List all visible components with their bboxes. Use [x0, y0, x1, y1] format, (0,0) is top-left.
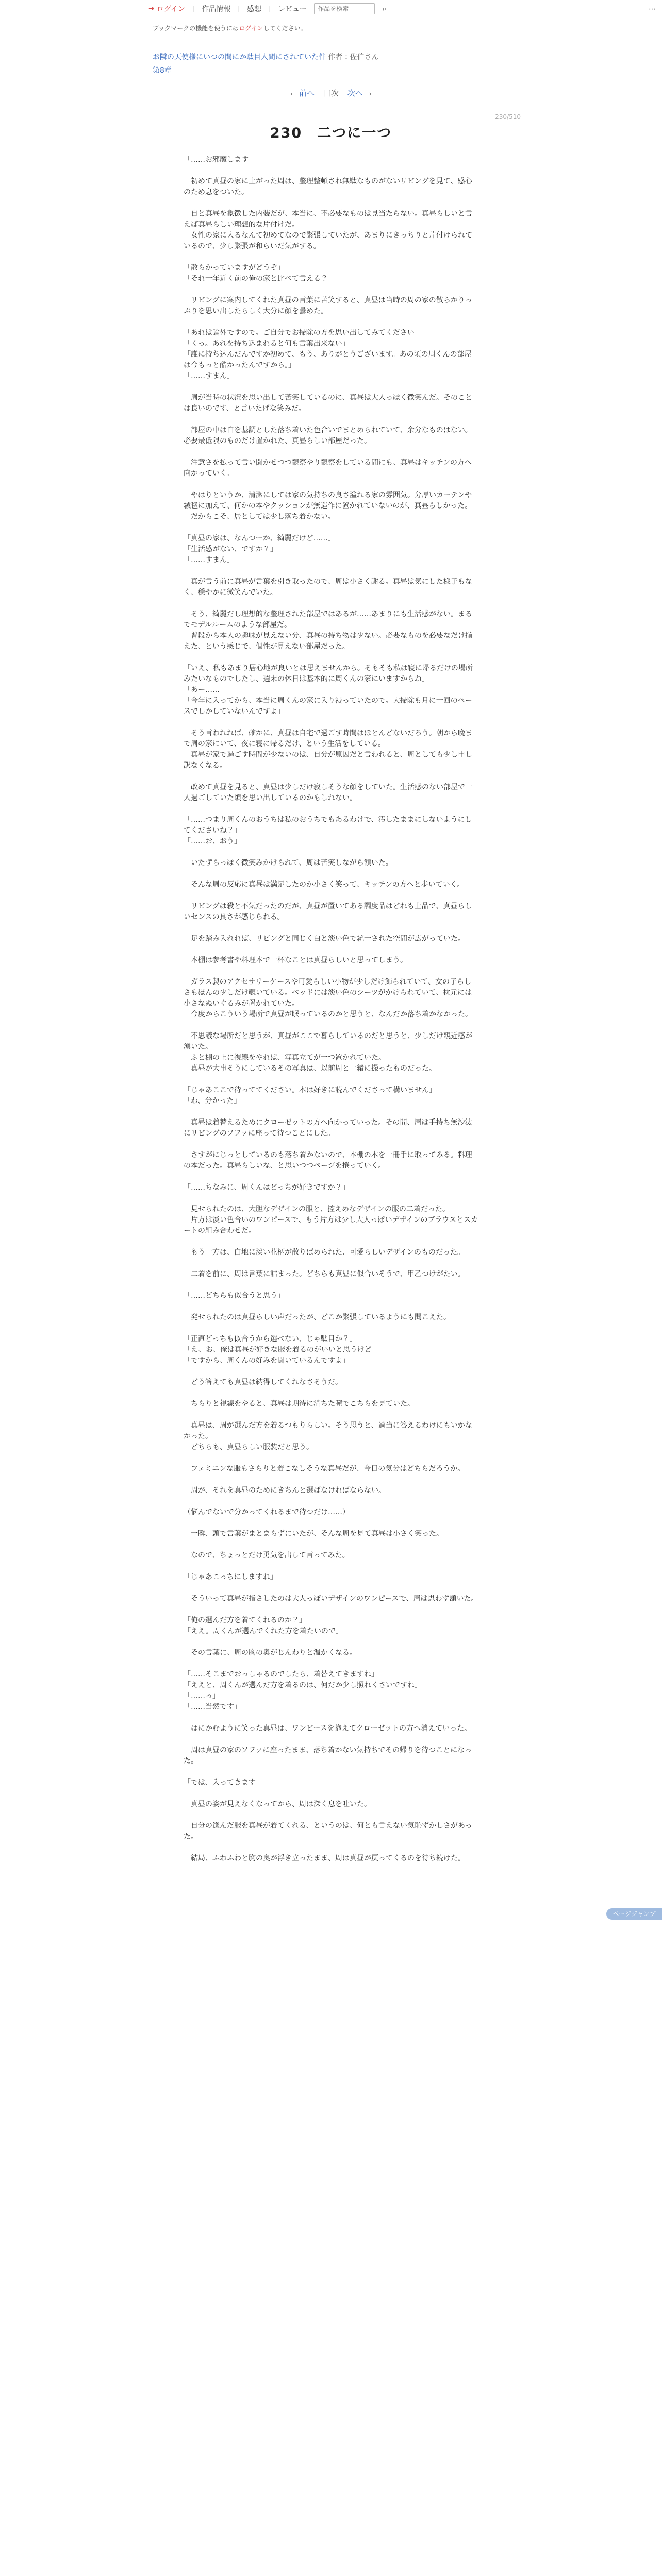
body-line: リビングは殺と不気だったのだが、真昼が置いてある調度品はどれも上品で、真昼らしいセンスの良さが感じられる。: [184, 902, 472, 921]
body-line: 「あれは論外ですので。ご自分でお掃除の方を思い出してみてください」: [184, 329, 422, 337]
login-label: ログイン: [156, 5, 186, 13]
nav-item-impressions[interactable]: 感想: [247, 5, 262, 13]
body-line: 「俺の選んだ方を着てくれるのか？」: [184, 1616, 306, 1624]
body-line: [184, 447, 478, 457]
body-line: ちらりと視線をやると、真昼は期待に満ちた瞳でこちらを見ていた。: [184, 1400, 415, 1408]
body-line: [184, 1410, 478, 1420]
body-line: 足を踏み入れれば、リビングと同じく白と淡い色で統一された空間が広がっていた。: [184, 935, 465, 943]
prev-episode-link[interactable]: 前へ: [299, 89, 315, 98]
body-line: [184, 804, 478, 815]
body-line: 普段から本人の趣味が見えない分、真昼の持ち物は少ない。必要なものを必要なだけ揃えた、という感じで、個性が見えない部屋だった。: [184, 632, 472, 651]
body-line: 部屋の中は白を基調とした落ち着いた色合いでまとめられていて、余分なものはない。必要最低限のものだけ置かれた、真昼らしい部屋だった。: [184, 426, 472, 445]
login-link[interactable]: [148, 4, 185, 14]
body-line: 「散らかっていますがどうぞ」: [184, 264, 285, 272]
next-episode-link[interactable]: 次へ: [347, 89, 363, 98]
body-line: [184, 1658, 478, 1669]
body-line: [184, 890, 478, 901]
body-line: [184, 1453, 478, 1464]
body-line: [184, 522, 478, 533]
body-line: [184, 1842, 478, 1853]
body-line: 「正直どっちも似合うから選べない、じゃ駄目か？」: [184, 1335, 357, 1343]
body-line: [184, 1301, 478, 1312]
body-line: [184, 1258, 478, 1269]
body-line: 「……すまん」: [184, 556, 234, 564]
search-input[interactable]: [314, 3, 375, 14]
novel-author: 作者：佐伯さん: [328, 53, 379, 61]
body-line: ガラス製のアクセサリーケースや可愛らしい小物が少しだけ飾られていて、女の子らしさもほんの少しだけ覗いている。ベッドには淡い色のシーツがかけられていて、枕元には小さなぬいぐるみが置かれていた。: [184, 978, 472, 1008]
body-line: どう答えても真昼は納得してくれなさそうだ。: [184, 1378, 342, 1386]
body-line: [184, 1193, 478, 1204]
body-line: [184, 414, 478, 425]
body-line: [184, 966, 478, 977]
body-line: [184, 1583, 478, 1594]
body-line: 「くっ。あれを持ち込まれると何も言葉出来ない」: [184, 340, 350, 348]
body-line: [184, 198, 478, 209]
body-line: [184, 1496, 478, 1507]
body-line: 自と真昼を象徴した内装だが、本当に、不必要なものは見当たらない。真昼らしいと言えば真昼らしい理想的な片付けだ。: [184, 210, 472, 229]
menu-icon[interactable]: ⋯: [649, 5, 656, 13]
body-line: やはりというか、清潔にしては家の気持ちの良さ溢れる家の雰囲気。分厚いカーテンや絨毯に加えて、何かの本やクッションが無造作に置かれていないのが、真昼らしかった。: [184, 491, 472, 510]
body-line: [184, 165, 478, 176]
episode-title: 230 二つに一つ: [270, 125, 392, 141]
body-line: [184, 479, 478, 490]
body-line: 結局、ふわふわと胸の奥が浮き立ったまま、周は真昼が戻ってくるのを待ち続けた。: [184, 1854, 465, 1862]
body-line: [184, 252, 478, 263]
body-line: [184, 1139, 478, 1150]
body-line: さすがにじっとしているのも落ち着かないので、本棚の本を一冊手に取ってみる。料理の本だった。真昼らしいな、と思いつつページを捲っていく。: [184, 1151, 472, 1170]
body-line: 「誰に持ち込んだんですか初めて、もう、ありがとうございます。あの頃の周くんの部屋は今もっと酷かったんですから。」: [184, 350, 472, 369]
body-line: 見せられたのは、大胆なデザインの服と、控えめなデザインの服の二着だった。: [184, 1205, 450, 1213]
body-line: [184, 1172, 478, 1182]
body-line: 「わ、分かった」: [184, 1097, 241, 1105]
body-line: もう一方は、白地に淡い花柄が散りばめられた、可愛らしいデザインのものだった。: [184, 1248, 465, 1257]
body-line: 「……ちなみに、周くんはどっちが好きですか？」: [184, 1183, 350, 1192]
body-line: [184, 1604, 478, 1615]
login-note-suffix: してください。: [263, 25, 307, 32]
body-line: その言葉に、周の胸の奥がじんわりと温かくなる。: [184, 1649, 357, 1657]
body-line: [184, 1475, 478, 1485]
body-line: 「ですから、周くんの好みを聞いているんですよ」: [184, 1357, 350, 1365]
nav-divider: |: [269, 5, 271, 12]
body-line: そう言われれば、確かに、真昼は自宅で過ごす時間はほとんどないだろう。朝から晩まで周の家にいて、夜に寝に帰るだけ、という生活をしている。: [184, 729, 472, 748]
body-line: 「それ一年近く前の俺の家と比べて言える？」: [184, 275, 335, 283]
body-line: 「……すまん」: [184, 372, 234, 380]
body-line: [184, 284, 478, 295]
body-line: [184, 771, 478, 782]
body-line: [184, 1734, 478, 1745]
body-line: [184, 717, 478, 728]
body-line: 「真昼の家は、なんつーか、綺麗だけど……」: [184, 534, 335, 543]
nav-divider: |: [238, 5, 240, 12]
body-line: 「……お、おう」: [184, 837, 241, 845]
body-line: 「今年に入ってから、本当に周くんの家に入り浸っていたので。大掃除も月に一回のペースでしかしていないんですよ」: [184, 697, 472, 716]
body-line: [184, 1107, 478, 1117]
body-line: 周が当時の状況を思い出して苦笑しているのに、真昼は大人っぽく微笑んだ。そのことは良いのです、と言いたげな笑みだ。: [184, 394, 472, 413]
body-line: [184, 1561, 478, 1572]
body-line: [184, 1074, 478, 1085]
body-line: 周が、それを真昼のためにきちんと選ばなければならない。: [184, 1486, 386, 1495]
body-line: [184, 1236, 478, 1247]
body-line: [184, 923, 478, 934]
body-line: 「……当然です」: [184, 1703, 241, 1711]
body-line: 「……つまり周くんのおうちは私のおうちでもあるわけで、汚したままにしないようにしてくださいね？」: [184, 816, 472, 835]
episode-number: 230/510: [495, 113, 521, 121]
body-line: 「……どちらも似合うと思う」: [184, 1292, 285, 1300]
login-note-link[interactable]: ログイン: [239, 25, 263, 32]
body-line: 真昼は着替えるためにクローゼットの方へ向かっていった。その間、周は手持ち無沙汰にリビングのソファに座って待つことにした。: [184, 1118, 472, 1138]
chevron-left-icon: ‹: [290, 90, 293, 98]
search-icon[interactable]: ⌕: [382, 4, 387, 13]
page-jump-button[interactable]: ページジャンプ: [606, 1908, 662, 1920]
body-line: 周は真昼の家のソファに座ったまま、落ち着かない気持ちでその帰りを待つことになった。: [184, 1746, 472, 1765]
body-line: [184, 1767, 478, 1777]
nav-item-review[interactable]: レビュー: [278, 5, 307, 13]
body-line: 「……お邪魔します」: [184, 156, 256, 164]
body-line: [184, 869, 478, 879]
bookmark-login-note: [153, 24, 307, 32]
nav-divider: |: [192, 5, 195, 12]
body-line: [184, 944, 478, 955]
body-line: [184, 1788, 478, 1799]
body-line: 改めて真昼を見ると、真昼は少しだけ寂しそうな顔をしていた。生活感のない部屋で一人過ごしていた頃を思い出しているのかもしれない。: [184, 783, 472, 802]
body-line: ふと棚の上に視線をやれば、写真立てが一つ置かれていた。: [184, 1054, 386, 1062]
login-icon: ⇥: [148, 5, 155, 13]
body-line: なので、ちょっとだけ勇気を出して言ってみた。: [184, 1551, 350, 1560]
body-line: 注意さを払って言い聞かせつつ観察やり観察をしている間にも、真昼はキッチンの方へ向かっていく。: [184, 459, 472, 478]
novel-body: [184, 155, 478, 1864]
body-line: リビングに案内してくれた真昼の言葉に苦笑すると、真昼は当時の周の家の散らかりっぷりを思い出したらしく大分に顔を曇めた。: [184, 296, 472, 315]
body-line: 自分の選んだ服を真昼が着てくれる、というのは、何とも言えない気恥ずかしさがあった。: [184, 1822, 472, 1841]
novel-info: [153, 52, 378, 75]
body-line: 「ええと、周くんが選んだ方を着るのは、何だか少し照れくさいですね」: [184, 1681, 422, 1689]
body-line: [184, 1713, 478, 1723]
top-bar: [0, 0, 662, 22]
body-line: 片方は淡い色合いのワンピースで、もう片方は少し大人っぽいデザインのブラウスとスカートの組み合わせだ。: [184, 1216, 478, 1235]
body-line: はにかむように笑った真昼は、ワンピースを抱えてクローゼットの方へ消えていった。: [184, 1724, 472, 1733]
body-line: [184, 1366, 478, 1377]
novel-title-link[interactable]: お隣の天使様にいつの間にか駄目人間にされていた件: [153, 53, 326, 61]
body-line: 真昼が家で過ごす時間が少ないのは、自分が原因だと言われると、周としても少し申し訳なくなる。: [184, 751, 472, 770]
body-line: 「じゃあこっちにしますね」: [184, 1573, 277, 1581]
body-line: どちらも、真昼らしい服装だと思う。: [184, 1443, 313, 1451]
body-line: 「……っ」: [184, 1692, 220, 1700]
body-line: 「え、お、俺は真昼が好きな服を着るのがいいと思うけど」: [184, 1346, 379, 1354]
body-line: フェミニンな服もさらりと着こなしそうな真昼だが、今日の気分はどちらだろうか。: [184, 1465, 465, 1473]
body-line: 真昼は、周が選んだ方を着るつもりらしい。そう思うと、適当に答えるわけにもいかなかった。: [184, 1421, 472, 1440]
body-line: 今度からこういう場所で真昼が眠っているのかと思うと、なんだか落ち着かなかった。: [184, 1010, 472, 1019]
index-link[interactable]: 目次: [323, 89, 339, 98]
body-line: 「じゃあここで待っててください。本は好きに読んでくださって構いません」: [184, 1086, 436, 1094]
body-line: [184, 1388, 478, 1399]
body-line: [184, 652, 478, 663]
body-line: [184, 1323, 478, 1334]
chevron-right-icon: ›: [369, 90, 372, 98]
body-line: いたずらっぽく微笑みかけられて、周は苦笑しながら頷いた。: [184, 859, 393, 867]
body-line: [184, 566, 478, 577]
login-note-prefix: ブックマークの機能を使うには: [153, 25, 239, 32]
body-line: [184, 1020, 478, 1031]
body-line: 「……そこまでおっしゃるのでしたら、着替えてきますね」: [184, 1670, 378, 1679]
body-line: 一瞬、頭で言葉がまとまらずにいたが、そんな周を見て真昼は小さく笑った。: [184, 1530, 443, 1538]
body-line: だからこそ、居としては少し落ち着かない。: [184, 513, 335, 521]
body-line: 真昼の姿が見えなくなってから、周は深く息を吐いた。: [184, 1800, 371, 1808]
body-line: [184, 1810, 478, 1821]
body-line: 女性の家に入るなんて初めてなので緊張していたが、あまりにきっちりと片付けられているので、少し緊張が和らいだ気がする。: [184, 231, 472, 250]
body-line: 二着を前に、周は言葉に詰まった。どちらも真昼に似合いそうで、甲乙つけがたい。: [184, 1270, 465, 1278]
body-line: [184, 382, 478, 393]
body-line: [184, 847, 478, 858]
nav-item-info[interactable]: 作品情報: [202, 5, 231, 13]
body-line: [184, 1637, 478, 1648]
body-line: 「あー……」: [184, 686, 227, 694]
body-line: そう、綺麗だし理想的な整理された部屋ではあるが……あまりにも生活感がない。まるでモデルルームのような部屋だ。: [184, 610, 472, 629]
episode-nav-top: [0, 88, 662, 98]
body-line: [184, 1280, 478, 1291]
top-nav: [148, 3, 387, 14]
body-line: 「ええ。周くんが選んでくれた方を着たいので」: [184, 1627, 343, 1635]
body-line: [184, 317, 478, 328]
body-line: 真が言う前に真昼が言葉を引き取ったので、周は小さく謝る。真昼は気にした様子もなく、穏やかに微笑んでいた。: [184, 578, 472, 597]
body-line: 不思議な場所だと思うが、真昼がここで暮らしているのだと思うと、少しだけ親近感が湧いた。: [184, 1032, 472, 1051]
body-line: 「いえ、私もあまり居心地が良いとは思えませんから。そもそも私は寝に帰るだけの場所みたいなものでしたし、週末の休日は基本的に周くんの家にいますからね」: [184, 664, 473, 683]
body-line: 「では、入ってきます」: [184, 1778, 263, 1787]
body-line: そういって真昼が指さしたのは大人っぽいデザインのワンピースで、周は思わず頷いた。: [184, 1595, 478, 1603]
body-line: そんな周の反応に真昼は満足したのか小さく笑って、キッチンの方へと歩いていく。: [184, 880, 465, 889]
body-line: 発せられたのは真昼らしい声だったが、どこか緊張しているようにも聞こえた。: [184, 1313, 451, 1321]
body-line: 本棚は参考書や料理本で一杯なことは真昼らしいと思ってしまう。: [184, 956, 407, 964]
body-line: [184, 1539, 478, 1550]
body-line: [184, 1518, 478, 1529]
body-line: 「生活感がない、ですか？」: [184, 545, 277, 553]
body-line: 初めて真昼の家に上がった周は、整理整頓され無駄なものがないリビングを見て、感心のため息をついた。: [184, 177, 472, 196]
body-line: 真昼が大事そうにしているその写真は、以前周と一緒に撮ったものだった。: [184, 1064, 436, 1073]
body-line: [184, 598, 478, 609]
chapter-label: 第8章: [153, 66, 172, 75]
body-line: （悩んでないで分かってくれるまで待つだけ……）: [184, 1508, 350, 1516]
